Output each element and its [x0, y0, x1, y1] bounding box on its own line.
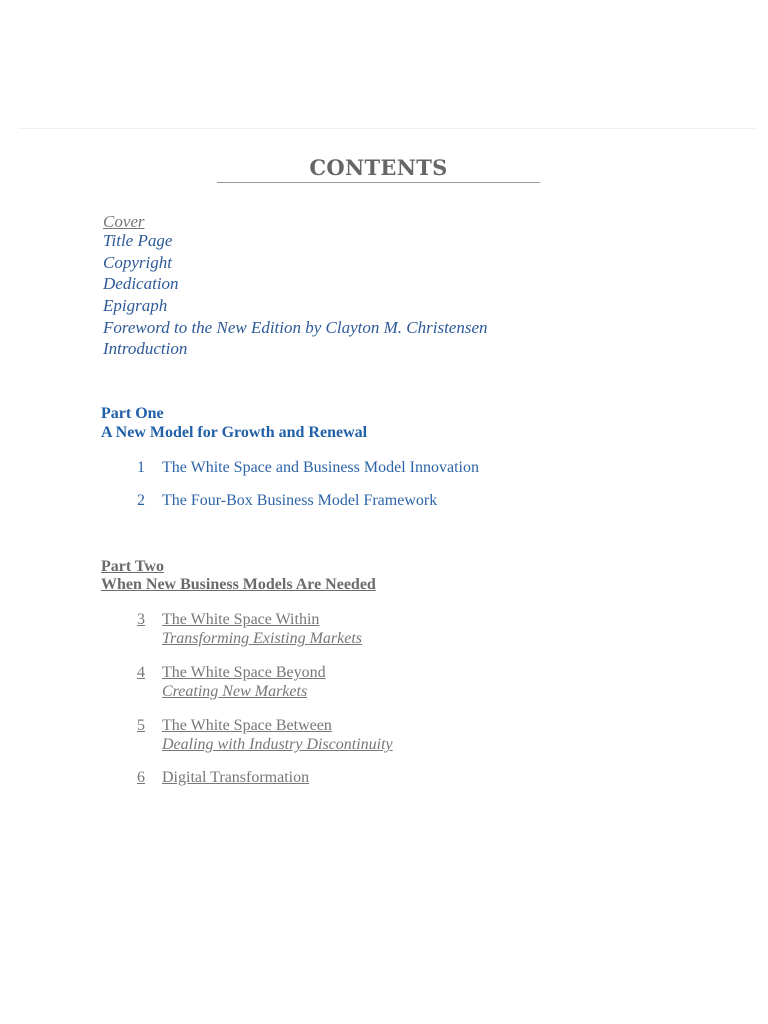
toc-link-cover[interactable]: Cover — [103, 212, 145, 231]
part-two-title[interactable]: When New Business Models Are Needed — [101, 576, 376, 593]
toc-link-dedication[interactable]: Dedication — [103, 274, 179, 293]
chapter-number: 4 — [137, 664, 145, 681]
toc-link-copyright[interactable]: Copyright — [103, 253, 172, 272]
page-divider — [18, 128, 755, 129]
chapter-link-6[interactable]: Digital Transformation — [162, 769, 310, 786]
chapter-link-1[interactable]: The White Space and Business Model Innovation — [162, 459, 479, 476]
chapter-link-2[interactable]: The Four-Box Business Model Framework — [162, 492, 438, 509]
chapter-number: 3 — [137, 611, 145, 628]
chapter-number: 5 — [137, 717, 145, 734]
toc-link-title-page[interactable]: Title Page — [103, 231, 173, 250]
part-two-label[interactable]: Part Two — [101, 558, 164, 575]
toc-link-foreword[interactable]: Foreword to the New Edition by Clayton M. Christensen — [103, 318, 488, 337]
chapter-number: 2 — [137, 492, 145, 509]
toc-link-introduction[interactable]: Introduction — [103, 339, 188, 358]
chapter-link-3[interactable]: The White Space Within — [162, 611, 320, 628]
chapter-number: 6 — [137, 769, 145, 786]
title-underline — [217, 182, 540, 183]
chapter-link-4[interactable]: The White Space Beyond — [162, 664, 326, 681]
chapter-number: 1 — [137, 459, 145, 476]
page-title: CONTENTS — [309, 155, 448, 180]
chapter-subtitle-4[interactable]: Creating New Markets — [162, 683, 308, 700]
chapter-link-5[interactable]: The White Space Between — [162, 717, 332, 734]
chapter-subtitle-3[interactable]: Transforming Existing Markets — [162, 630, 363, 647]
part-one-title[interactable]: A New Model for Growth and Renewal — [101, 424, 368, 441]
toc-link-epigraph[interactable]: Epigraph — [103, 296, 168, 315]
chapter-subtitle-5[interactable]: Dealing with Industry Discontinuity — [162, 736, 393, 753]
part-one-label[interactable]: Part One — [101, 405, 164, 422]
